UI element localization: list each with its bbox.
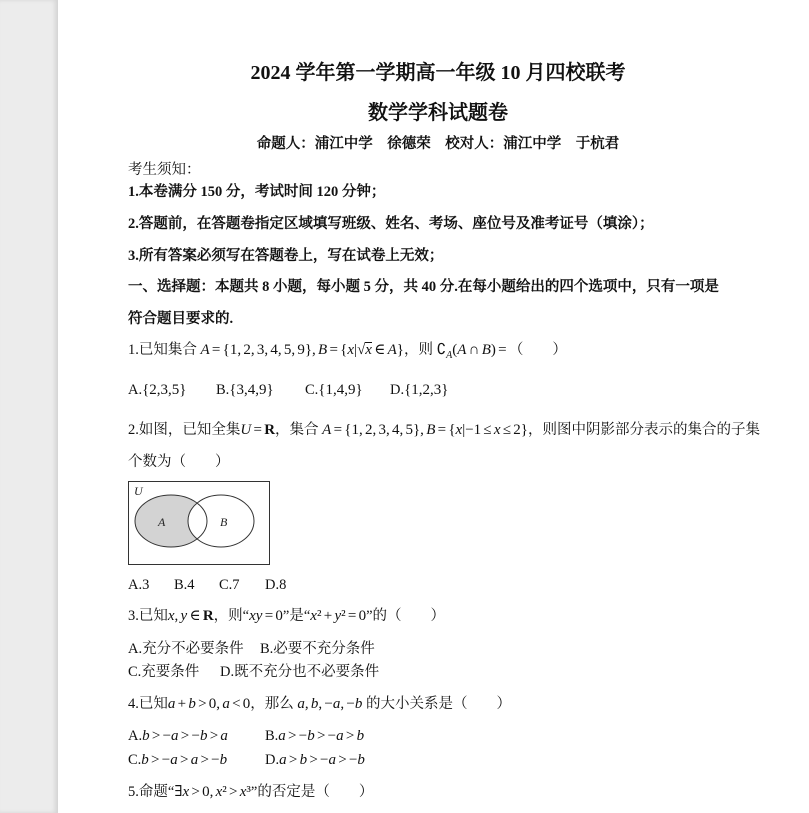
option-label: C. bbox=[305, 382, 319, 398]
question-3-connector-1: ，则“ bbox=[213, 608, 250, 624]
option-label: C. bbox=[219, 577, 233, 593]
option-value: b > −a > a > −b bbox=[141, 752, 228, 768]
radical-sign: √ bbox=[357, 342, 366, 358]
question-3-connector-2: ”是“ bbox=[282, 608, 311, 624]
option-label: B. bbox=[216, 382, 230, 398]
question-3-option-a bbox=[128, 638, 244, 660]
option-label: A. bbox=[128, 641, 143, 657]
option-label: C. bbox=[128, 664, 142, 680]
real-numbers-symbol: R bbox=[202, 608, 214, 624]
question-2-connector: ，集合 bbox=[275, 422, 323, 438]
question-3-prompt: ”的（ ） bbox=[366, 608, 446, 624]
question-1-option-d bbox=[390, 379, 449, 401]
question-1-connector: ，则 bbox=[403, 342, 437, 358]
question-1-option-a bbox=[128, 379, 187, 401]
question-2-option-b bbox=[174, 574, 195, 596]
set-b-label: B bbox=[220, 515, 228, 529]
question-5-intro: 5.命题“ bbox=[128, 784, 175, 800]
option-value: b > −a > −b > a bbox=[142, 728, 228, 744]
section-heading-line-1: 一、选择题：本题共 8 小题，每小题 5 分，共 40 分.在每小题给出的四个选项中，只有一项是 bbox=[128, 279, 719, 295]
notice-item-2: 2.答题前，在答题卷指定区域填写班级、姓名、考场、座位号及准考证号（填涂）； bbox=[128, 216, 654, 232]
option-value: {1,4,9} bbox=[318, 382, 363, 398]
option-value: 既不充分也不必要条件 bbox=[234, 664, 380, 680]
question-4-intro: 4.已知 bbox=[128, 696, 168, 712]
question-5-stem bbox=[128, 781, 373, 803]
answer-blank: （ ） bbox=[508, 342, 567, 358]
question-3-option-d bbox=[220, 661, 379, 683]
set-a-label: A bbox=[158, 515, 166, 529]
question-5-proposition: ∃x > 0, x² > x³ bbox=[174, 784, 251, 800]
option-value: 3 bbox=[142, 577, 150, 593]
option-label: D. bbox=[220, 664, 235, 680]
option-value: 充要条件 bbox=[141, 664, 200, 680]
question-2-intro: 2.如图，已知全集 bbox=[128, 422, 241, 438]
universe-label: U bbox=[134, 484, 143, 498]
option-value: {1,2,3} bbox=[404, 382, 449, 398]
complement-subscript: A bbox=[446, 350, 453, 361]
notice-heading: 考生须知： bbox=[128, 162, 201, 178]
section-heading-line-2: 符合题目要求的. bbox=[128, 311, 234, 327]
option-value: 7 bbox=[232, 577, 240, 593]
venn-diagram bbox=[128, 481, 271, 566]
question-1-expression: (A ∩ B) = bbox=[452, 342, 509, 358]
real-numbers-symbol: R bbox=[264, 422, 276, 438]
option-label: D. bbox=[265, 752, 280, 768]
question-4-option-c bbox=[128, 749, 227, 771]
exam-title: 2024 学年第一学期高一年级 10 月四校联考 bbox=[250, 62, 626, 84]
question-3-intro: 3.已知 bbox=[128, 608, 168, 624]
question-3-option-c bbox=[128, 661, 199, 683]
question-2-option-a bbox=[128, 574, 149, 596]
question-4-option-a bbox=[128, 725, 228, 747]
option-label: A. bbox=[128, 577, 143, 593]
question-2-options bbox=[128, 574, 748, 596]
option-label: B. bbox=[265, 728, 279, 744]
option-value: a > b > −a > −b bbox=[279, 752, 365, 768]
option-label: B. bbox=[260, 641, 274, 657]
question-4-stem bbox=[128, 693, 511, 715]
question-4-option-d bbox=[265, 749, 365, 771]
question-1-option-c bbox=[305, 379, 363, 401]
option-value: 充分不必要条件 bbox=[142, 641, 244, 657]
question-2-option-d bbox=[265, 574, 286, 596]
question-4-conditions: a + b > 0, a < 0 bbox=[167, 696, 251, 712]
question-4-options-row-2 bbox=[128, 749, 748, 771]
question-1-stem bbox=[128, 339, 567, 361]
question-2-stem bbox=[128, 419, 760, 441]
question-1-intro: 1.已知集合 bbox=[128, 342, 201, 358]
option-value: {3,4,9} bbox=[229, 382, 274, 398]
notice-item-1: 1.本卷满分 150 分，考试时间 120 分钟； bbox=[128, 184, 386, 200]
question-1-set-definitions: A = {1, 2, 3, 4, 5, 9}, B = {x| bbox=[200, 342, 358, 358]
question-3-stem bbox=[128, 605, 445, 627]
exam-subtitle: 数学学科试题卷 bbox=[368, 102, 508, 124]
question-3-options-row-2 bbox=[128, 661, 748, 683]
notice-item-3: 3.所有答案必须写在答题卷上，写在试卷上无效； bbox=[128, 248, 444, 264]
option-value: 8 bbox=[279, 577, 287, 593]
option-label: D. bbox=[265, 577, 280, 593]
exam-authors: 命题人：浦江中学 徐德荣 校对人：浦江中学 于杭君 bbox=[256, 136, 620, 152]
question-4-option-b bbox=[265, 725, 364, 747]
option-label: B. bbox=[174, 577, 188, 593]
question-3-options-row-1 bbox=[128, 638, 748, 660]
question-1-options bbox=[128, 379, 748, 401]
question-2-set-definitions: A = {1, 2, 3, 4, 5}, B = {x|−1 ≤ x ≤ 2} bbox=[322, 422, 529, 438]
question-2-stem-continued: 个数为（ ） bbox=[128, 454, 230, 470]
option-value: 4 bbox=[187, 577, 195, 593]
option-label: D. bbox=[390, 382, 405, 398]
universe-definition: U = bbox=[240, 422, 265, 438]
question-2-prompt: ，则图中阴影部分表示的集合的子集 bbox=[528, 422, 761, 438]
condition-q: x² + y² = 0 bbox=[310, 608, 367, 624]
question-3-variables: x, y ∈ bbox=[167, 608, 203, 624]
option-value: 必要不充分条件 bbox=[273, 641, 375, 657]
question-4-options-row-1 bbox=[128, 725, 748, 747]
option-label: C. bbox=[128, 752, 142, 768]
question-4-connector: ，那么 bbox=[250, 696, 298, 712]
condition-p: xy = 0 bbox=[249, 608, 283, 624]
question-1-set-definitions-end: ∈ A} bbox=[371, 342, 404, 358]
option-value: a > −b > −a > b bbox=[278, 728, 365, 744]
question-3-option-b bbox=[260, 638, 375, 660]
question-2-option-c bbox=[219, 574, 240, 596]
question-5-prompt: ”的否定是（ ） bbox=[250, 784, 374, 800]
question-1-option-b bbox=[216, 379, 274, 401]
question-4-quantities: a, b, −a, −b bbox=[297, 696, 363, 712]
question-4-prompt: 的大小关系是（ ） bbox=[362, 696, 511, 712]
option-value: {2,3,5} bbox=[142, 382, 187, 398]
option-label: A. bbox=[128, 728, 143, 744]
complement-symbol: ∁ bbox=[436, 342, 447, 358]
option-label: A. bbox=[128, 382, 143, 398]
radicand: x bbox=[365, 342, 372, 358]
